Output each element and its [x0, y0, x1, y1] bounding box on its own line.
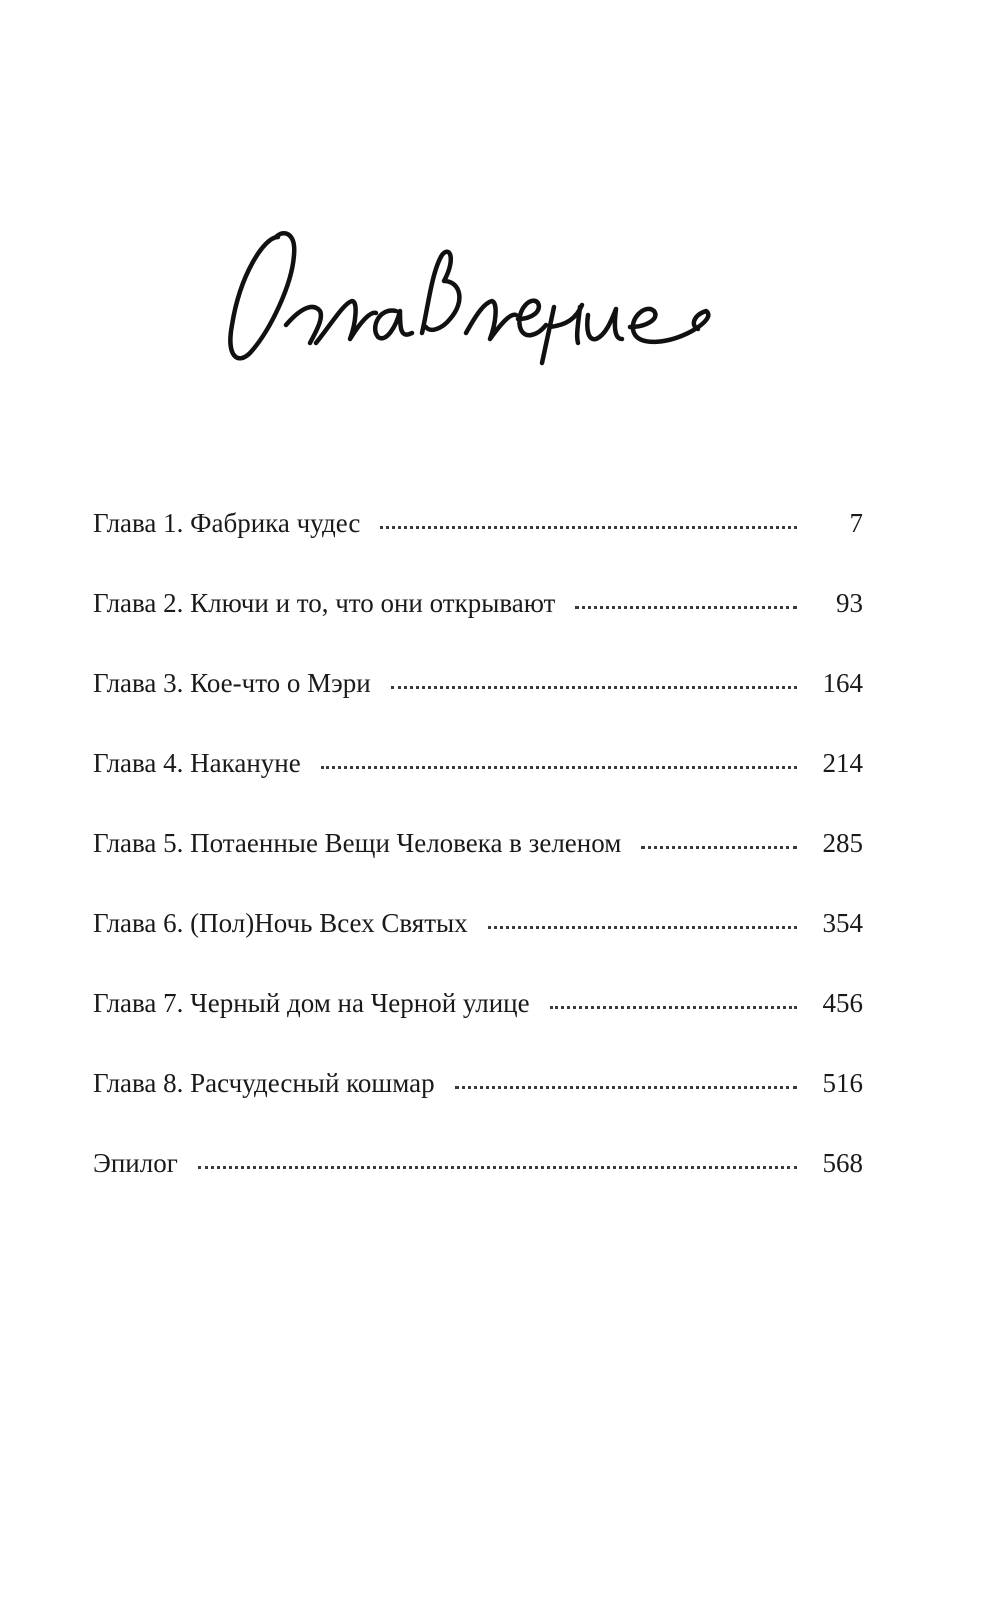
dot-leader — [488, 925, 797, 929]
dot-leader — [575, 605, 797, 609]
dot-leader — [550, 1005, 797, 1009]
dot-leader — [641, 845, 797, 849]
toc-entry-page: 93 — [836, 588, 863, 618]
toc-entry[interactable] — [93, 1068, 863, 1148]
toc-entry[interactable] — [93, 908, 863, 988]
toc-entry-page: 164 — [822, 668, 863, 698]
toc-entry-page: 285 — [822, 828, 863, 858]
toc-entry-label: Глава 8. Расчудесный кошмар — [93, 1068, 435, 1098]
page-heading — [220, 215, 740, 395]
toc-entry[interactable] — [93, 828, 863, 908]
toc-entry-label: Глава 1. Фабрика чудес — [93, 508, 361, 538]
toc-entry-label: Глава 5. Потаенные Вещи Человека в зеленом — [93, 828, 622, 858]
dot-leader — [391, 685, 797, 689]
toc-entry-page: 7 — [849, 508, 863, 538]
toc-entry-page: 214 — [822, 748, 863, 778]
dot-leader — [321, 765, 797, 769]
toc-entry-page: 354 — [822, 908, 863, 938]
heading-text — [220, 395, 221, 396]
toc-entry[interactable] — [93, 1148, 863, 1228]
toc-entry-label: Глава 4. Накануне — [93, 748, 301, 778]
toc-entry-label: Глава 3. Кое-что о Мэри — [93, 668, 371, 698]
toc-entry-page: 456 — [822, 988, 863, 1018]
toc-entry-label: Глава 6. (Пол)Ночь Всех Святых — [93, 908, 468, 938]
table-of-contents — [93, 508, 863, 1228]
toc-entry-page: 568 — [822, 1148, 863, 1178]
toc-entry[interactable] — [93, 508, 863, 588]
toc-entry[interactable] — [93, 748, 863, 828]
toc-entry[interactable] — [93, 668, 863, 748]
toc-entry-label: Эпилог — [93, 1148, 178, 1178]
dot-leader — [455, 1085, 797, 1089]
toc-entry[interactable] — [93, 588, 863, 668]
toc-entry[interactable] — [93, 988, 863, 1068]
toc-entry-label: Глава 2. Ключи и то, что они открывают — [93, 588, 556, 618]
handwritten-heading-graphic — [220, 215, 740, 395]
dot-leader — [198, 1165, 797, 1169]
toc-entry-label: Глава 7. Черный дом на Черной улице — [93, 988, 530, 1018]
toc-entry-page: 516 — [822, 1068, 863, 1098]
dot-leader — [380, 525, 797, 529]
